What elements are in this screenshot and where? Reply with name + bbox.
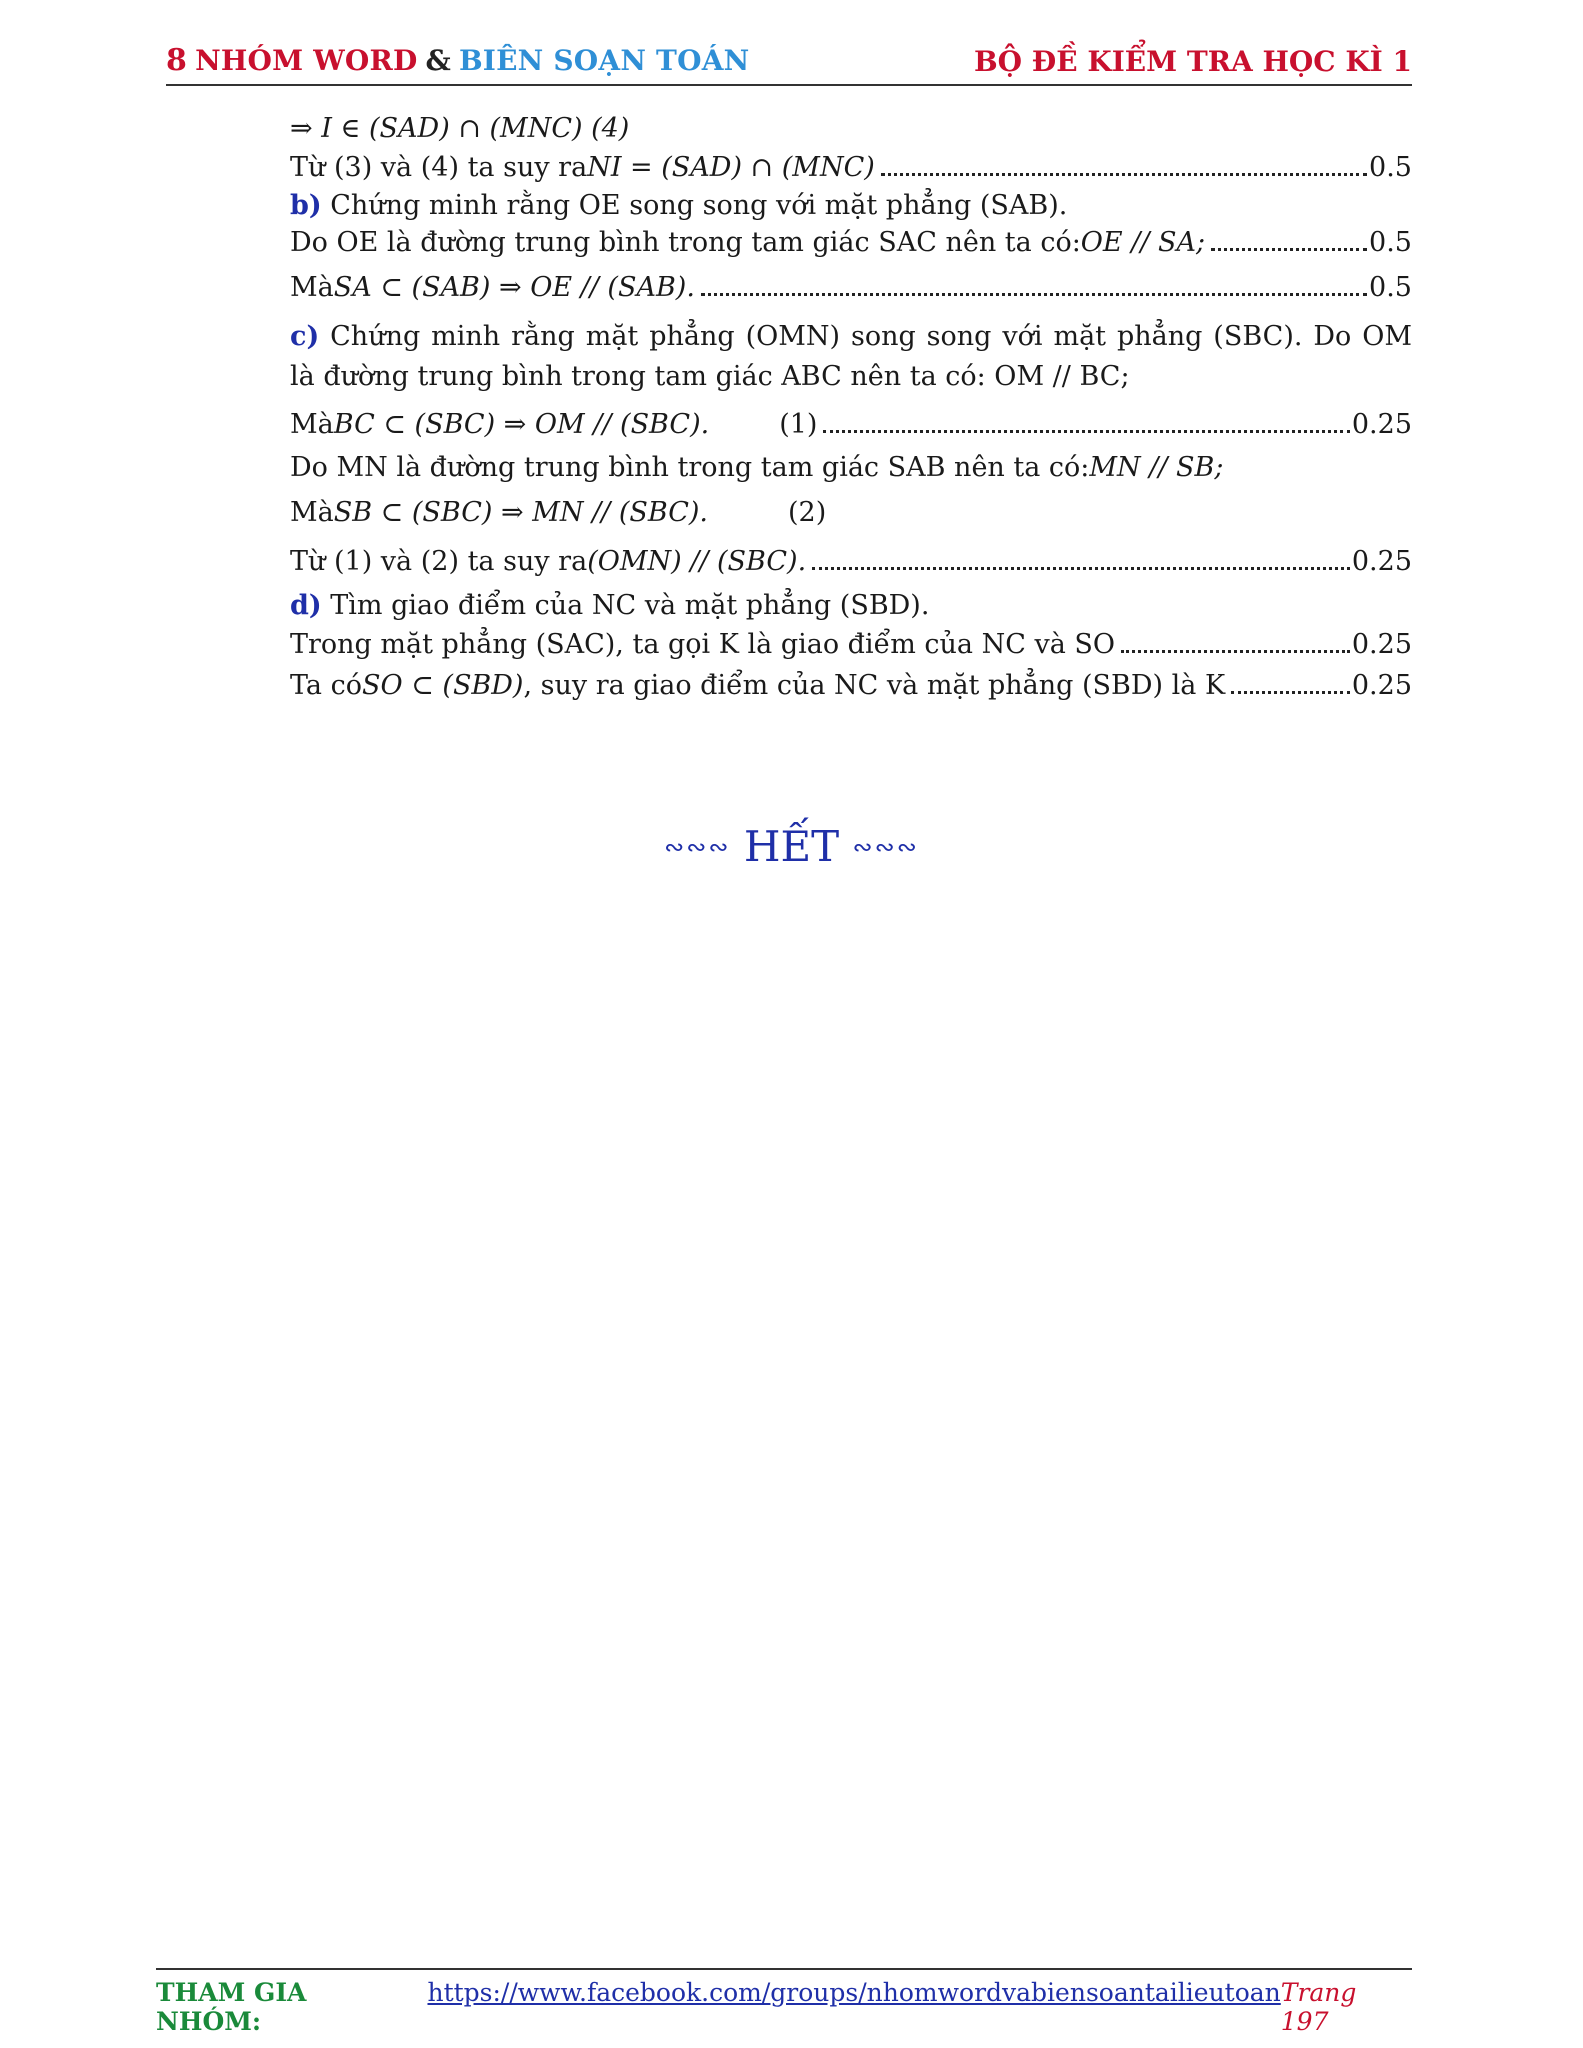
ornament-right-icon: ∾∾∾	[852, 833, 919, 861]
line-text: Trong mặt phẳng (SAC), ta gọi K là giao điểm của NC và SO	[290, 629, 1116, 660]
line-5	[290, 272, 1412, 303]
part-text: Chứng minh rằng mặt phẳng (OMN) song song với mặt phẳng (SBC). Do OM là đường trung bình trong tam giác ABC nên ta có: OM // BC;	[290, 321, 1412, 392]
part-d-heading	[290, 589, 1412, 623]
equation-number: (2)	[788, 497, 827, 528]
line-text: Mà	[290, 272, 334, 303]
line-7	[290, 409, 1412, 440]
math-expression: OE // SA;	[1080, 227, 1206, 258]
score: 0.25	[1351, 670, 1412, 701]
math-expression: (OMN) // (SBC).	[587, 546, 807, 577]
line-text: Mà	[290, 497, 334, 528]
dot-leader	[823, 430, 1349, 433]
equation-number: (1)	[779, 409, 818, 440]
line-1	[290, 112, 1412, 146]
page-header	[166, 40, 1412, 86]
dot-leader	[812, 567, 1350, 570]
score: 0.25	[1351, 629, 1412, 660]
score: 0.5	[1369, 152, 1412, 183]
footer-join-label: THAM GIA NHÓM:	[156, 1978, 307, 2036]
line-text: , suy ra giao điểm của NC và mặt phẳng (SBD) là K	[523, 670, 1226, 701]
part-b-heading	[290, 189, 1412, 223]
score: 0.25	[1351, 546, 1412, 577]
facebook-group-link[interactable]: https://www.facebook.com/groups/nhomwordvabiensoantailieutoan	[427, 1978, 1281, 2007]
score: 0.25	[1351, 409, 1412, 440]
line-text: Do MN là đường trung bình trong tam giác SAB nên ta có:	[290, 452, 1090, 483]
line-text: Từ (3) và (4) ta suy ra	[290, 152, 588, 183]
score: 0.5	[1369, 272, 1412, 303]
math-expression: NI = (SAD) ∩ (MNC)	[587, 152, 875, 183]
part-text: Tìm giao điểm của NC và mặt phẳng (SBD).	[321, 590, 930, 621]
header-title: BỘ ĐỀ KIỂM TRA HỌC KÌ 1	[973, 45, 1412, 78]
part-label: c)	[290, 321, 320, 352]
footer-left	[156, 1978, 1281, 2036]
line-text: Do OE là đường trung bình trong tam giác SAC nên ta có:	[290, 227, 1081, 258]
end-marker	[0, 822, 1583, 871]
dot-leader	[881, 173, 1367, 176]
math-expression: SA ⊂ (SAB) ⇒ OE // (SAB).	[333, 272, 695, 303]
header-group-subtitle: BIÊN SOẠN TOÁN	[458, 44, 750, 77]
line-text: Từ (1) và (2) ta suy ra	[290, 546, 588, 577]
dot-leader	[1121, 650, 1350, 653]
part-label: b)	[290, 190, 322, 221]
line-4	[290, 227, 1412, 258]
math-expression: SB ⊂ (SBC) ⇒ MN // (SBC).	[333, 497, 709, 528]
math-expression: BC ⊂ (SBC) ⇒ OM // (SBC).	[333, 409, 710, 440]
part-c-heading	[290, 317, 1412, 397]
math-expression: SO ⊂ (SBD)	[361, 670, 524, 701]
group-logo-icon: 8	[166, 43, 188, 78]
part-text: Chứng minh rằng OE song song với mặt phẳng (SAB).	[321, 190, 1068, 221]
math-expression: MN // SB;	[1089, 452, 1224, 483]
page-number: Trang 197	[1280, 1978, 1357, 2036]
dot-leader	[1211, 248, 1367, 251]
line-9	[290, 497, 1412, 528]
line-12	[290, 629, 1412, 660]
end-label: HẾT	[743, 822, 840, 871]
line-8	[290, 452, 1412, 483]
line-2	[290, 152, 1412, 183]
header-group-name: NHÓM WORD	[195, 44, 418, 77]
document-body	[290, 108, 1412, 701]
header-ampersand: &	[425, 44, 451, 77]
header-left	[166, 43, 749, 78]
score: 0.5	[1369, 227, 1412, 258]
line-10	[290, 546, 1412, 577]
line-text: Ta có	[290, 670, 362, 701]
part-label: d)	[290, 590, 322, 621]
line-text: Mà	[290, 409, 334, 440]
math-expression: ⇒ I ∈ (SAD) ∩ (MNC) (4)	[290, 113, 630, 144]
ornament-left-icon: ∾∾∾	[664, 833, 731, 861]
dot-leader	[701, 293, 1367, 296]
dot-leader	[1231, 691, 1350, 694]
line-13	[290, 670, 1412, 701]
page-footer	[156, 1968, 1412, 2036]
